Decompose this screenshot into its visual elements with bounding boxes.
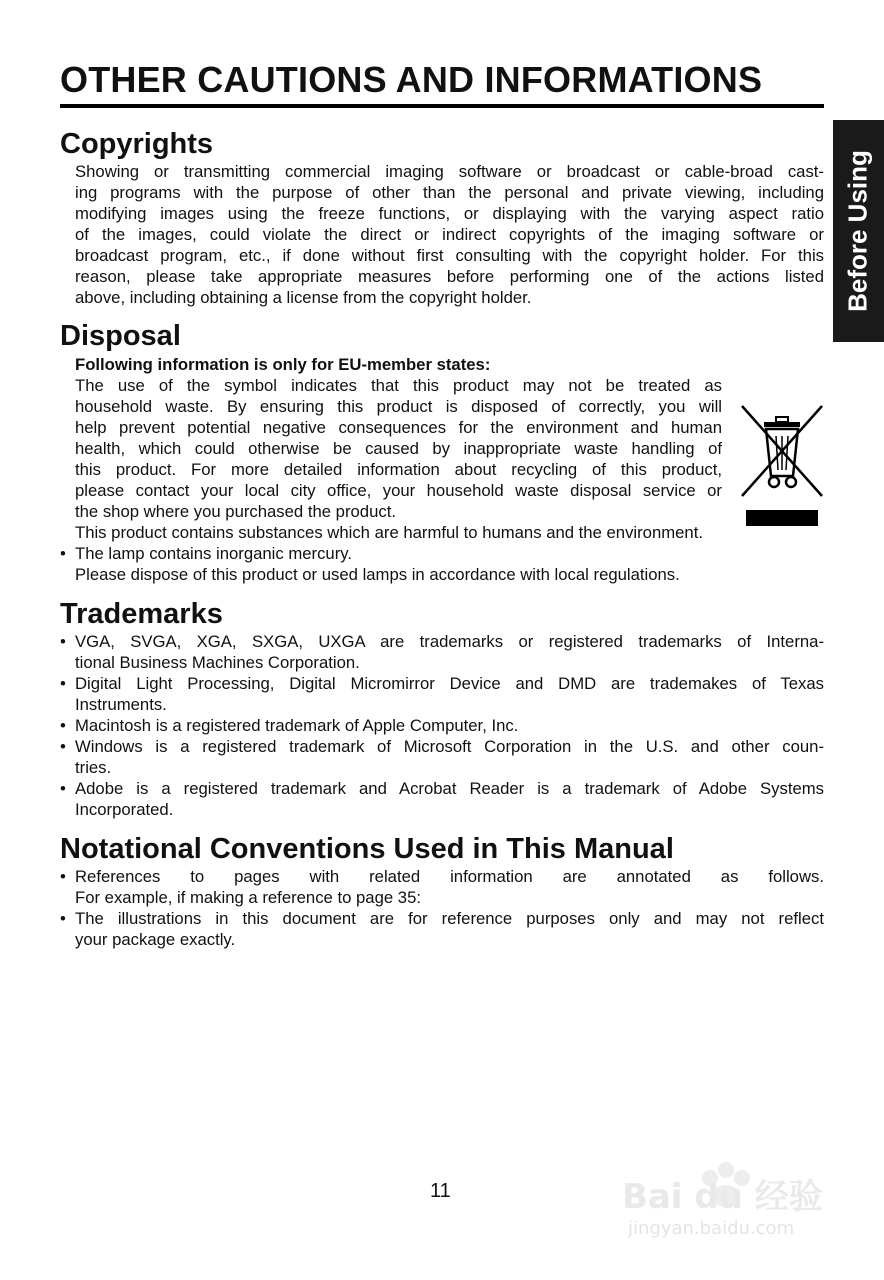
copyrights-line: modifying images using the freeze functions, or displaying with the varying aspect ratio (75, 204, 824, 223)
copyrights-line: Showing or transmitting commercial imaging software or broadcast or cable-broad cast- (75, 162, 824, 181)
trademark-line: Adobe is a registered trademark and Acrobat Reader is a trademark of Adobe Systems (75, 779, 824, 798)
watermark-text: Bai du 经验 (622, 1177, 823, 1217)
trademark-line: Windows is a registered trademark of Microsoft Corporation in the U.S. and other coun- (75, 737, 824, 756)
bullet-dot: • (60, 632, 66, 651)
trademark-line: Incorporated. (75, 800, 174, 819)
disposal-heading: Disposal (60, 320, 181, 352)
bullet-dot: • (60, 716, 66, 735)
trademark-line: Instruments. (75, 695, 167, 714)
bullet-dot: • (60, 867, 66, 886)
substances-text: This product contains substances which are harmful to humans and the environment. (75, 523, 703, 542)
bullet-dot: • (60, 737, 66, 756)
disposal-line: health, which could otherwise be caused by inappropriate waste handling of (75, 439, 722, 458)
trademark-line: Digital Light Processing, Digital Micromirror Device and DMD are trademakes of Texas (75, 674, 824, 693)
side-tab (833, 120, 884, 342)
trademark-line: tional Business Machines Corporation. (75, 653, 360, 672)
lamp-dispose-text: Please dispose of this product or used lamps in accordance with local regulations. (75, 565, 680, 584)
disposal-line: household waste. By ensuring this product is disposed of correctly, you will (75, 397, 722, 416)
lamp-text: The lamp contains inorganic mercury. (75, 544, 353, 563)
copyrights-line: reason, please take appropriate measures before performing one of the actions listed (75, 267, 824, 286)
trademark-item (75, 736, 824, 778)
eu-note: Following information is only for EU-member states: (75, 355, 491, 374)
disposal-line: the shop where you purchased the product. (75, 502, 396, 521)
crossed-out-wheeled-bin-icon (738, 404, 824, 528)
trademark-item: Macintosh is a registered trademark of Apple Computer, Inc. (75, 716, 519, 735)
trademark-item (75, 673, 824, 715)
copyrights-line: ing programs with the purpose of other than the personal and private viewing, including (75, 183, 824, 202)
trademark-line: tries. (75, 758, 112, 777)
copyrights-line: broadcast program, etc., if done without first consulting with the copyright holder. For this (75, 246, 824, 265)
notational-line: your package exactly. (75, 930, 236, 949)
disposal-line: help prevent potential negative consequences for the environment and human (75, 418, 722, 437)
disposal-line: The use of the symbol indicates that this product may not be treated as (75, 376, 722, 395)
notational-line: The illustrations in this document are for reference purposes only and may not reflect (75, 909, 824, 928)
bullet-dot: • (60, 909, 66, 928)
page-title: OTHER CAUTIONS AND INFORMATIONS (60, 58, 824, 108)
notational-line: For example, if making a reference to page 35: (75, 888, 421, 907)
copyrights-paragraph (75, 161, 824, 308)
disposal-line: please contact your local city office, your household waste disposal service or (75, 481, 722, 500)
bullet-dot: • (60, 544, 66, 563)
trademark-line: VGA, SVGA, XGA, SXGA, UXGA are trademarks or registered trademarks of Interna- (75, 632, 824, 651)
disposal-paragraph (75, 375, 722, 522)
bullet-dot: • (60, 674, 66, 693)
notational-item (75, 908, 824, 950)
trademark-item (75, 631, 824, 673)
watermark-url: jingyan.baidu.com (628, 1218, 795, 1239)
bullet-dot: • (60, 779, 66, 798)
notational-item (75, 866, 824, 908)
trademark-item (75, 778, 824, 820)
notational-heading: Notational Conventions Used in This Manual (60, 833, 674, 865)
copyrights-heading: Copyrights (60, 128, 214, 160)
trademarks-heading: Trademarks (60, 598, 223, 630)
copyrights-line: of the images, could violate the direct or indirect copyrights of the imaging software or (75, 225, 824, 244)
disposal-line: this product. For more detailed information about recycling of this product, (75, 460, 722, 479)
page-number: 11 (430, 1180, 451, 1202)
copyrights-line: above, including obtaining a license from the copyright holder. (75, 288, 532, 307)
notational-line: References to pages with related information are annotated as follows. (75, 867, 824, 886)
side-tab-label: Before Using (842, 150, 873, 312)
